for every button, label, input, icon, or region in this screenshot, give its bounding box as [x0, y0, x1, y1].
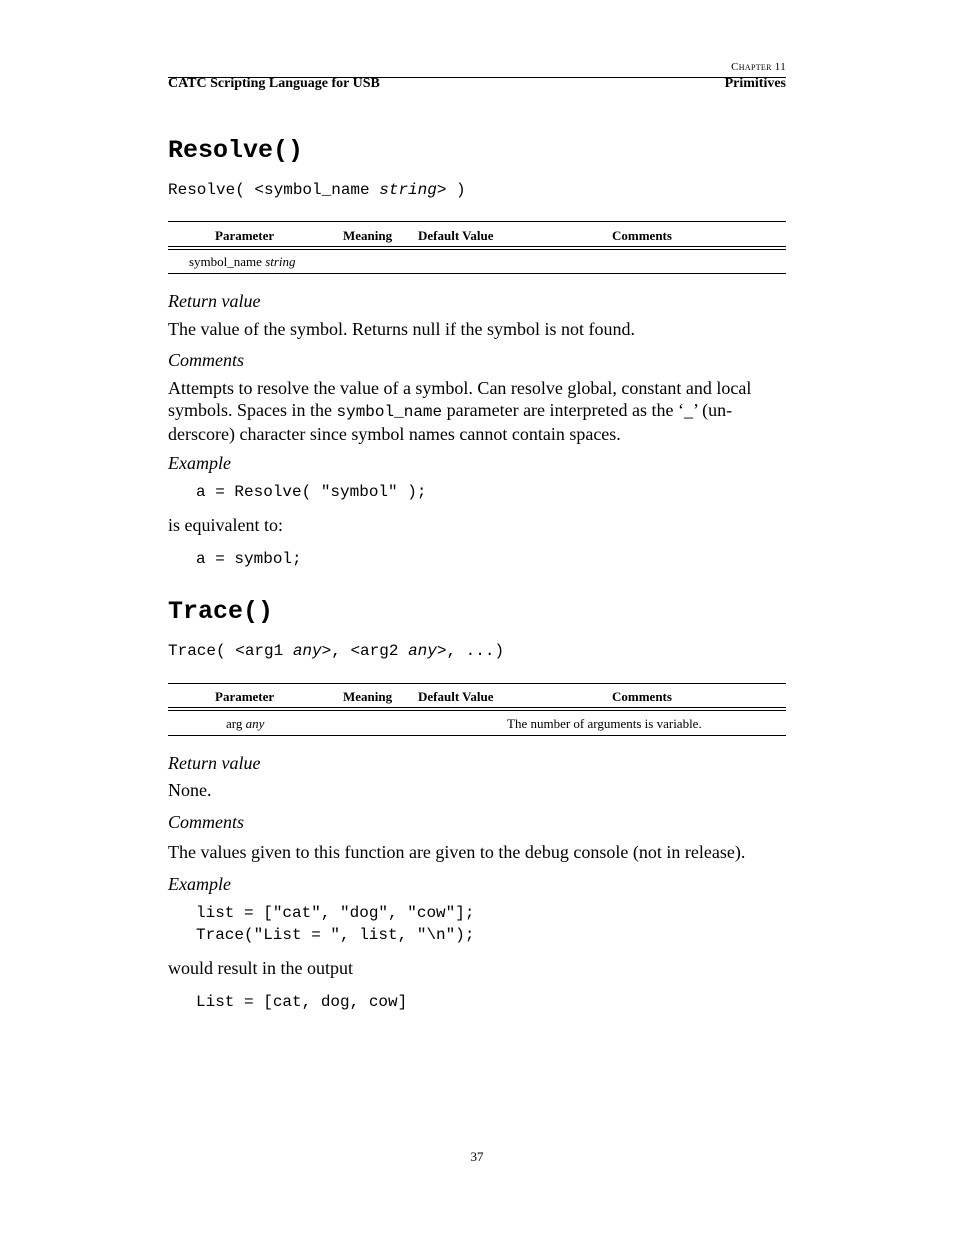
chapter-number: 11	[774, 61, 786, 73]
header-book-title: CATC Scripting Language for USB	[168, 76, 380, 91]
table-cell-parameter	[226, 716, 264, 732]
trace-example-line-1: list = ["cat", "dog", "cow"];	[196, 904, 475, 922]
param-type: any	[245, 716, 265, 731]
trace-sig-c: >, ...)	[436, 642, 505, 660]
trace-return-text: None.	[168, 780, 212, 800]
trace-sig-a: Trace( <arg1	[168, 642, 293, 660]
resolve-return-text: The value of the symbol. Returns null if the symbol is not found.	[168, 319, 635, 339]
table-bottom-rule	[168, 735, 786, 736]
resolve-param-table	[168, 220, 786, 276]
table-header-rule-1	[168, 246, 786, 247]
param-type: string	[265, 254, 296, 269]
chapter-label	[731, 61, 786, 73]
trace-sig-b: >, <arg2	[321, 642, 409, 660]
resolve-signature	[168, 181, 466, 199]
trace-example-line-2: Trace("List = ", list, "\n");	[196, 926, 475, 944]
resolve-example-label: Example	[168, 453, 231, 473]
trace-sig-type2: any	[408, 642, 437, 660]
table-top-rule	[168, 221, 786, 222]
table-header-rule-2	[168, 710, 786, 711]
comments-line-2b: parameter are interpreted as the ‘_’ (un-	[442, 400, 733, 420]
trace-signature	[168, 642, 504, 660]
trace-example-label: Example	[168, 874, 231, 894]
col-default-value: Default Value	[418, 228, 494, 243]
trace-heading: Trace()	[168, 597, 274, 626]
trace-output-text: would result in the output	[168, 958, 353, 978]
col-parameter: Parameter	[215, 228, 275, 243]
comments-line-2	[168, 399, 786, 423]
table-header-rule-2	[168, 249, 786, 250]
resolve-sig-type: string	[379, 181, 437, 199]
resolve-sig-start: Resolve( <symbol_name	[168, 181, 380, 199]
col-comments: Comments	[612, 689, 672, 704]
resolve-equiv-code: a = symbol;	[196, 550, 302, 568]
table-bottom-rule	[168, 273, 786, 274]
resolve-comments-label: Comments	[168, 350, 244, 370]
trace-return-label: Return value	[168, 753, 261, 773]
col-meaning: Meaning	[343, 689, 393, 704]
comments-line-1: Attempts to resolve the value of a symbol. Can resolve global, constant and local	[168, 378, 752, 398]
resolve-comments-text	[168, 377, 786, 445]
table-cell-parameter	[189, 254, 296, 270]
header-section-title: Primitives	[724, 76, 786, 91]
resolve-equiv-text: is equivalent to:	[168, 515, 283, 535]
table-top-rule	[168, 683, 786, 684]
trace-comments-text: The values given to this function are given to the debug console (not in release).	[168, 842, 746, 862]
comments-line-3: derscore) character since symbol names cannot contain spaces.	[168, 424, 621, 444]
resolve-sig-end: > )	[436, 181, 466, 199]
trace-sig-type1: any	[292, 642, 322, 660]
table-header-rule-1	[168, 707, 786, 708]
trace-output-code: List = [cat, dog, cow]	[196, 993, 408, 1011]
trace-example-code	[196, 902, 474, 946]
chapter-word: Chapter	[731, 61, 772, 73]
col-default-value: Default Value	[418, 689, 494, 704]
col-meaning: Meaning	[343, 228, 393, 243]
param-name: arg	[226, 716, 246, 731]
comments-line-2a: symbols. Spaces in the	[168, 400, 337, 420]
resolve-return-label: Return value	[168, 291, 261, 311]
col-parameter: Parameter	[215, 689, 275, 704]
page-number: 37	[470, 1149, 484, 1164]
resolve-heading: Resolve()	[168, 136, 304, 165]
trace-param-table	[168, 682, 786, 738]
comments-inline-code: symbol_name	[336, 403, 443, 421]
table-cell-comments: The number of arguments is variable.	[507, 716, 702, 731]
param-name: symbol_name	[189, 254, 266, 269]
col-comments: Comments	[612, 228, 672, 243]
trace-comments-label: Comments	[168, 812, 244, 832]
resolve-example-code: a = Resolve( "symbol" );	[196, 483, 427, 501]
